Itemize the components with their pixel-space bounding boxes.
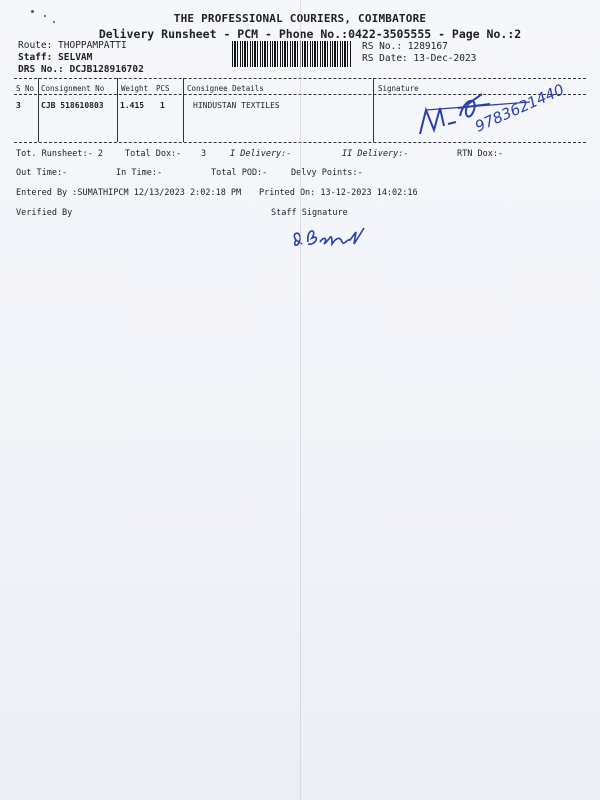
staff-label: Staff: SELVAM <box>18 52 93 63</box>
receiver-signature <box>412 80 572 146</box>
total-pod: Total POD:- <box>211 168 268 178</box>
entered-by: Entered By :SUMATHIPCM 12/13/2023 2:02:18 PM <box>16 188 242 198</box>
col-header-signature: Signature <box>378 84 419 93</box>
signature-phone: 9783621440 <box>472 80 567 136</box>
in-time: In Time:- <box>116 168 163 178</box>
i-delivery: I Delivery:- <box>230 149 292 159</box>
delvy-points: Delvy Points:- <box>291 168 363 178</box>
column-divider <box>38 78 39 142</box>
column-divider <box>117 78 118 142</box>
rs-date: RS Date: 13-Dec-2023 <box>362 53 477 64</box>
row-consignee: HINDUSTAN TEXTILES <box>193 101 280 110</box>
col-header-sno: S No <box>16 84 35 93</box>
col-header-pcs: PCS <box>156 84 170 93</box>
printed-on: Printed On: 13-12-2023 14:02:16 <box>259 188 418 198</box>
row-pcs: 1 <box>160 101 165 110</box>
column-divider <box>373 78 374 142</box>
total-dox-value: 3 <box>201 149 207 159</box>
col-header-weight: Weight <box>121 84 149 93</box>
route-label: Route: THOPPAMPATTI <box>18 40 127 51</box>
barcode <box>232 41 352 67</box>
row-consignment-no: CJB 518610803 <box>41 101 104 110</box>
verified-by: Verified By <box>16 208 73 218</box>
row-weight: 1.415 <box>120 101 145 110</box>
rs-number: RS No.: 1289167 <box>362 41 448 52</box>
drs-number: DRS No.: DCJB128916702 <box>18 64 144 75</box>
rtn-dox: RTN Dox:- <box>457 149 504 159</box>
row-sno: 3 <box>16 101 21 110</box>
paper-fold <box>300 0 301 800</box>
col-header-consignment: Consignment No <box>41 84 105 93</box>
out-time: Out Time:- <box>16 168 68 178</box>
tot-runsheet: Tot. Runsheet:- 2 <box>16 149 103 159</box>
staff-signature-label: Staff Signature <box>271 208 348 218</box>
col-header-consignee: Consignee Details <box>187 84 264 93</box>
column-divider <box>183 78 184 142</box>
ii-delivery: II Delivery:- <box>342 149 409 159</box>
runsheet-subtitle: Delivery Runsheet - PCM - Phone No.:0422-3505555 - Page No.:2 <box>98 27 522 41</box>
total-dox-label: Total Dox:- <box>125 149 182 159</box>
company-title: THE PROFESSIONAL COURIERS, COIMBATORE <box>173 12 427 25</box>
